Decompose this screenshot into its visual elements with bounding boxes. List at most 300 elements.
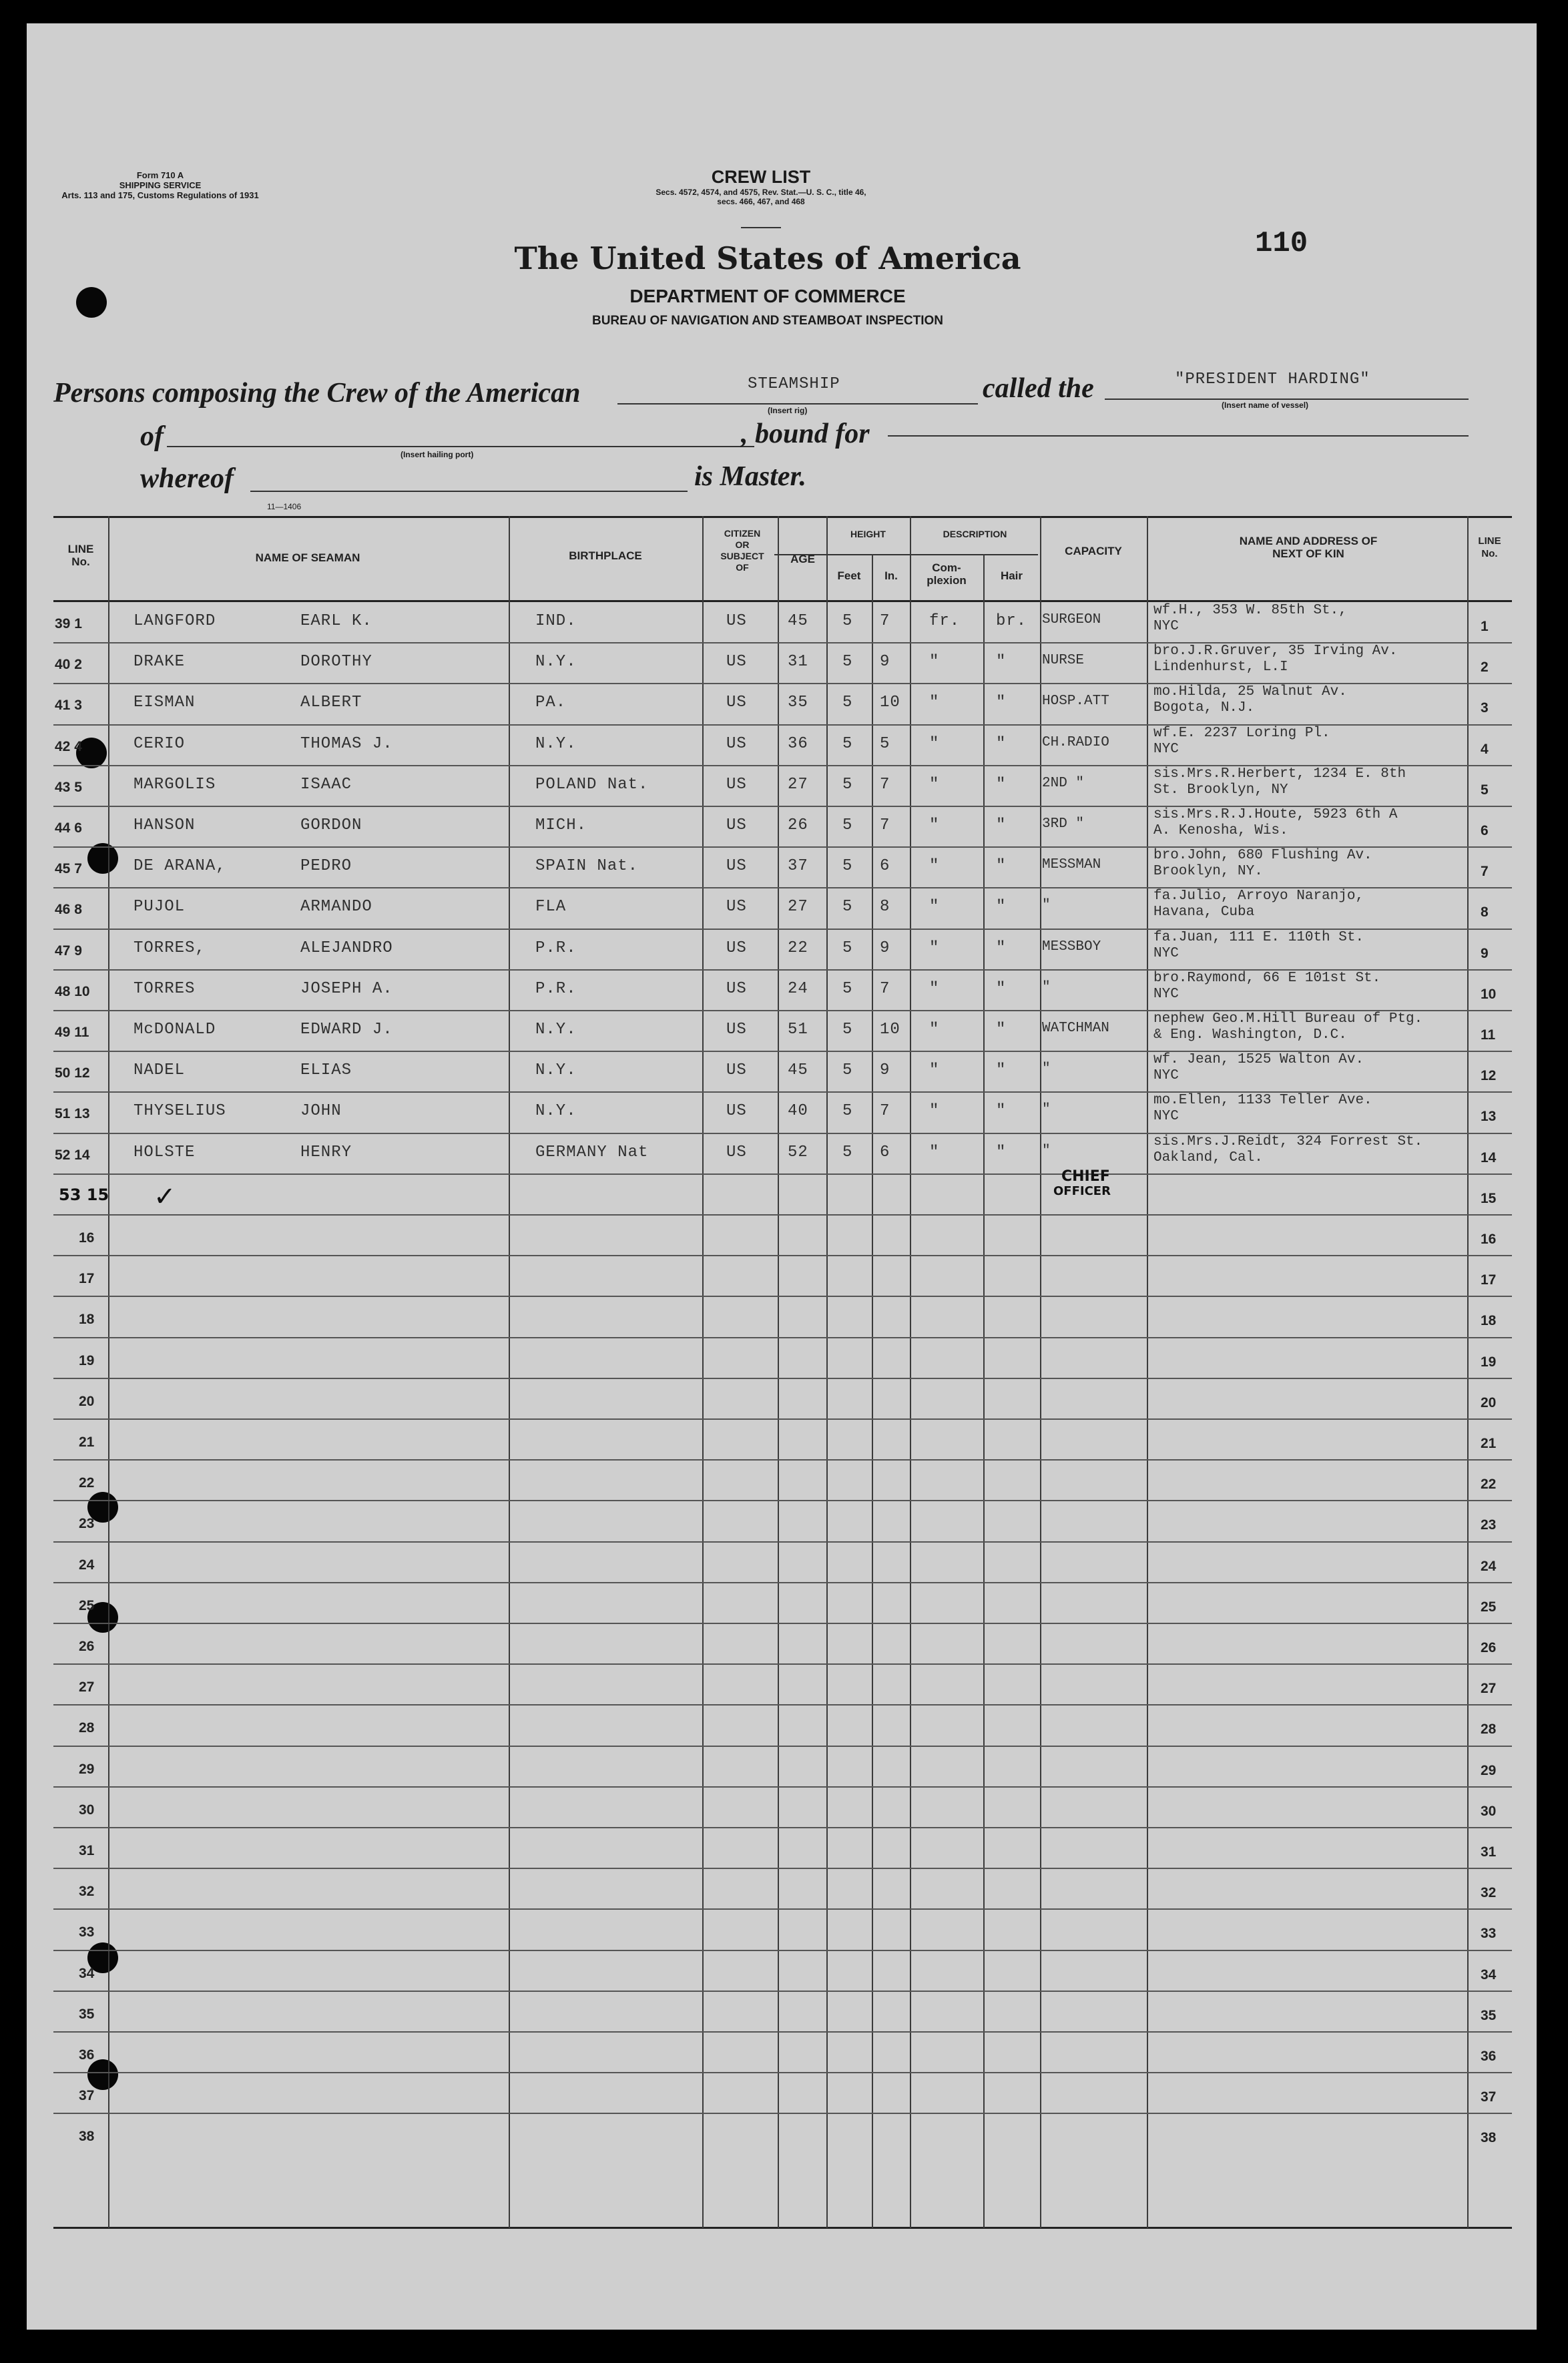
height-feet-cell: 5 bbox=[842, 939, 853, 957]
next-of-kin-line-2: NYC bbox=[1153, 1068, 1179, 1084]
line-number-right: 25 bbox=[1481, 1599, 1497, 1615]
height-inches-cell: 7 bbox=[880, 979, 890, 998]
citizen-cell: US bbox=[726, 653, 747, 672]
next-of-kin-line-1: sis.Mrs.J.Reidt, 324 Forrest St. bbox=[1153, 1133, 1423, 1149]
complexion-cell: " bbox=[929, 857, 940, 876]
form-code: 11—1406 bbox=[267, 502, 302, 511]
row-rule bbox=[53, 2113, 1512, 2114]
complexion-cell: " bbox=[929, 653, 940, 672]
line-number-right: 12 bbox=[1481, 1068, 1497, 1084]
complexion-cell: " bbox=[929, 775, 940, 794]
next-of-kin-line-1: bro.Raymond, 66 E 101st St. bbox=[1153, 970, 1381, 986]
capacity-cell: SURGEON bbox=[1042, 612, 1101, 627]
height-inches-cell: 7 bbox=[880, 775, 890, 794]
column-rule bbox=[509, 516, 510, 2228]
line-number-left: 43 5 bbox=[55, 779, 82, 795]
line-number-right: 8 bbox=[1481, 904, 1489, 921]
next-of-kin-line-2: NYC bbox=[1153, 945, 1179, 961]
seaman-surname: TORRES bbox=[134, 979, 196, 998]
citizen-cell: US bbox=[726, 1021, 747, 1039]
complexion-cell: " bbox=[929, 694, 940, 712]
col-hair: Hair bbox=[1000, 569, 1023, 582]
complexion-cell: " bbox=[929, 898, 940, 916]
table-bottom-border bbox=[53, 2227, 1512, 2229]
line-number-left: 46 8 bbox=[55, 902, 82, 918]
seaman-surname: DRAKE bbox=[134, 653, 186, 672]
capacity-cell: " bbox=[1042, 1102, 1051, 1118]
citizen-cell: US bbox=[726, 612, 747, 630]
height-feet-cell: 5 bbox=[842, 1102, 853, 1121]
line-number-right: 23 bbox=[1481, 1517, 1497, 1533]
seaman-given-name: PEDRO bbox=[300, 857, 352, 876]
line-number-left: 29 bbox=[79, 1761, 95, 1777]
hair-cell: br. bbox=[996, 612, 1027, 630]
destination-line bbox=[888, 435, 1469, 437]
line-number-right: 9 bbox=[1481, 945, 1489, 961]
line-number-right: 37 bbox=[1481, 2089, 1497, 2105]
line-number-left: 47 9 bbox=[55, 943, 82, 959]
seaman-given-name: GORDON bbox=[300, 816, 362, 834]
line-number-right: 5 bbox=[1481, 782, 1489, 798]
hair-cell: " bbox=[996, 1061, 1007, 1080]
hair-cell: " bbox=[996, 694, 1007, 712]
line-number-left: 45 7 bbox=[55, 861, 82, 877]
complexion-cell: " bbox=[929, 734, 940, 753]
complexion-cell: " bbox=[929, 1102, 940, 1121]
line-number-left: 39 1 bbox=[55, 616, 82, 631]
line-number-right: 4 bbox=[1481, 741, 1489, 757]
vessel-hint: (Insert name of vessel) bbox=[1222, 401, 1309, 410]
line-number-left: 33 bbox=[79, 1924, 95, 1940]
row-rule bbox=[53, 1991, 1512, 1992]
line-number-left: 25 bbox=[79, 1597, 95, 1613]
row-rule bbox=[53, 1418, 1512, 1420]
next-of-kin-line-1: fa.Julio, Arroyo Naranjo, bbox=[1153, 888, 1364, 904]
col-next-of-kin: NAME AND ADDRESS OF NEXT OF KIN bbox=[1239, 535, 1378, 560]
seaman-given-name: JOSEPH A. bbox=[300, 979, 393, 998]
age-cell: 27 bbox=[788, 775, 808, 794]
capacity-cell: " bbox=[1042, 979, 1051, 995]
birthplace-cell: P.R. bbox=[535, 939, 577, 957]
seaman-surname: CERIO bbox=[134, 734, 186, 753]
capacity-cell: MESSBOY bbox=[1042, 939, 1101, 955]
capacity-cell: " bbox=[1042, 1061, 1051, 1077]
line-number-left: 51 13 bbox=[55, 1106, 90, 1122]
line-number-left: 16 bbox=[79, 1230, 95, 1246]
department-title: DEPARTMENT OF COMMERCE bbox=[629, 286, 906, 306]
hair-cell: " bbox=[996, 653, 1007, 672]
line-number-left: 35 bbox=[79, 2006, 95, 2022]
age-cell: 45 bbox=[788, 612, 808, 630]
line-number-right: 14 bbox=[1481, 1149, 1497, 1165]
row-rule bbox=[53, 1296, 1512, 1297]
hair-cell: " bbox=[996, 857, 1007, 876]
line-number-right: 19 bbox=[1481, 1354, 1497, 1370]
age-cell: 26 bbox=[788, 816, 808, 834]
bound-for-label: , bound for bbox=[741, 419, 870, 449]
complexion-cell: " bbox=[929, 939, 940, 957]
capacity-handwritten-2: OFFICER bbox=[1053, 1184, 1111, 1198]
column-rule bbox=[826, 516, 828, 2228]
height-inches-cell: 8 bbox=[880, 898, 890, 916]
line-number-right: 3 bbox=[1481, 700, 1489, 716]
line-number-left: 30 bbox=[79, 1802, 95, 1818]
capacity-cell: HOSP.ATT bbox=[1042, 694, 1109, 710]
citizen-cell: US bbox=[726, 734, 747, 753]
seaman-surname: THYSELIUS bbox=[134, 1102, 226, 1121]
line-number-left: 38 bbox=[79, 2129, 95, 2145]
height-feet-cell: 5 bbox=[842, 734, 853, 753]
vessel-line bbox=[1105, 399, 1469, 400]
age-cell: 52 bbox=[788, 1143, 808, 1161]
next-of-kin-line-2: St. Brooklyn, NY bbox=[1153, 782, 1288, 798]
table-top-border bbox=[53, 516, 1512, 518]
birthplace-cell: SPAIN Nat. bbox=[535, 857, 639, 876]
page-number: 110 bbox=[1255, 227, 1308, 260]
row-rule bbox=[53, 2031, 1512, 2033]
height-feet-cell: 5 bbox=[842, 653, 853, 672]
line-number-right: 18 bbox=[1481, 1313, 1497, 1329]
citizen-cell: US bbox=[726, 979, 747, 998]
line-number-right: 7 bbox=[1481, 864, 1489, 880]
col-complexion: Com- plexion bbox=[927, 561, 967, 587]
line-number-right: 15 bbox=[1481, 1190, 1497, 1206]
master-line bbox=[250, 491, 688, 492]
height-feet-cell: 5 bbox=[842, 612, 853, 630]
line-number-right: 33 bbox=[1481, 1926, 1497, 1942]
col-birthplace: BIRTHPLACE bbox=[569, 549, 642, 562]
line-number-right: 20 bbox=[1481, 1394, 1497, 1410]
line-number-right: 32 bbox=[1481, 1885, 1497, 1901]
height-inches-cell: 5 bbox=[880, 734, 890, 753]
line-number-right: 22 bbox=[1481, 1477, 1497, 1493]
line-number-left: 21 bbox=[79, 1434, 95, 1450]
line-number-right: 11 bbox=[1481, 1027, 1496, 1043]
birthplace-cell: N.Y. bbox=[535, 1061, 577, 1080]
age-cell: 45 bbox=[788, 1061, 808, 1080]
birthplace-cell: N.Y. bbox=[535, 734, 577, 753]
birthplace-cell: N.Y. bbox=[535, 1102, 577, 1121]
line-number-left: 23 bbox=[79, 1516, 95, 1532]
whereof-label: whereof bbox=[140, 463, 234, 494]
next-of-kin-line-2: Brooklyn, NY. bbox=[1153, 864, 1263, 880]
line-number-left: 31 bbox=[79, 1843, 95, 1858]
height-inches-cell: 9 bbox=[880, 939, 890, 957]
citizen-cell: US bbox=[726, 775, 747, 794]
age-cell: 40 bbox=[788, 1102, 808, 1121]
complexion-cell: " bbox=[929, 1143, 940, 1161]
height-inches-cell: 7 bbox=[880, 816, 890, 834]
line-number-left: 50 12 bbox=[55, 1065, 90, 1081]
line-number-left: 22 bbox=[79, 1475, 95, 1491]
hair-cell: " bbox=[996, 898, 1007, 916]
next-of-kin-line-2: Bogota, N.J. bbox=[1153, 700, 1255, 716]
seaman-surname: LANGFORD bbox=[134, 612, 216, 630]
height-feet-cell: 5 bbox=[842, 775, 853, 794]
line-number-right: 29 bbox=[1481, 1762, 1497, 1778]
height-inches-cell: 10 bbox=[880, 694, 900, 712]
citizen-cell: US bbox=[726, 1102, 747, 1121]
row-rule bbox=[53, 1663, 1512, 1665]
row-rule bbox=[53, 1459, 1512, 1461]
seaman-given-name: ARMANDO bbox=[300, 898, 372, 916]
seaman-surname: HOLSTE bbox=[134, 1143, 196, 1161]
age-cell: 27 bbox=[788, 898, 808, 916]
col-age: AGE bbox=[790, 553, 815, 565]
line-number-right: 30 bbox=[1481, 1803, 1497, 1819]
rig-value[interactable]: STEAMSHIP bbox=[748, 375, 840, 393]
birthplace-cell: N.Y. bbox=[535, 653, 577, 672]
hair-cell: " bbox=[996, 1102, 1007, 1121]
age-cell: 35 bbox=[788, 694, 808, 712]
height-inches-cell: 6 bbox=[880, 857, 890, 876]
line-number-right: 38 bbox=[1481, 2130, 1497, 2146]
line-number-left: 19 bbox=[79, 1352, 95, 1368]
row-rule bbox=[53, 1827, 1512, 1828]
line-number-left: 27 bbox=[79, 1679, 95, 1695]
line-number-right: 24 bbox=[1481, 1558, 1497, 1574]
line-number-right: 34 bbox=[1481, 1966, 1497, 1983]
line-number-left: 53 15 bbox=[59, 1185, 109, 1204]
birthplace-cell: N.Y. bbox=[535, 1021, 577, 1039]
line-number-left: 32 bbox=[79, 1884, 95, 1900]
capacity-cell: NURSE bbox=[1042, 653, 1085, 669]
next-of-kin-line-2: Lindenhurst, L.I bbox=[1153, 660, 1288, 676]
next-of-kin-line-1: mo.Ellen, 1133 Teller Ave. bbox=[1153, 1093, 1372, 1109]
col-height: HEIGHT bbox=[850, 529, 886, 539]
row-rule bbox=[53, 1255, 1512, 1256]
hair-cell: " bbox=[996, 979, 1007, 998]
country-title: The United States of America bbox=[514, 240, 1021, 276]
height-inches-cell: 7 bbox=[880, 612, 890, 630]
col-name: NAME OF SEAMAN bbox=[255, 551, 360, 564]
citizen-cell: US bbox=[726, 694, 747, 712]
checkmark: ✓ bbox=[154, 1181, 176, 1212]
citizen-cell: US bbox=[726, 1061, 747, 1080]
next-of-kin-line-2: NYC bbox=[1153, 741, 1179, 757]
height-feet-cell: 5 bbox=[842, 1061, 853, 1080]
row-rule bbox=[53, 1214, 1512, 1216]
header-bottom-border bbox=[53, 600, 1512, 602]
seaman-given-name: ELIAS bbox=[300, 1061, 352, 1080]
line-number-left: 41 3 bbox=[55, 698, 82, 714]
height-feet-cell: 5 bbox=[842, 898, 853, 916]
col-inches: In. bbox=[884, 569, 898, 582]
hair-cell: " bbox=[996, 775, 1007, 794]
next-of-kin-line-2: Havana, Cuba bbox=[1153, 904, 1255, 921]
seaman-given-name: ISAAC bbox=[300, 775, 352, 794]
seaman-given-name: THOMAS J. bbox=[300, 734, 393, 753]
citizen-cell: US bbox=[726, 816, 747, 834]
birthplace-cell: MICH. bbox=[535, 816, 587, 834]
line-number-right: 2 bbox=[1481, 660, 1489, 676]
birthplace-cell: IND. bbox=[535, 612, 577, 630]
complexion-cell: " bbox=[929, 1021, 940, 1039]
height-inches-cell: 7 bbox=[880, 1102, 890, 1121]
col-feet: Feet bbox=[837, 569, 861, 582]
line-number-right: 35 bbox=[1481, 2007, 1497, 2023]
column-rule bbox=[108, 516, 109, 2228]
line-number-left: 18 bbox=[79, 1312, 95, 1328]
next-of-kin-line-1: sis.Mrs.R.Herbert, 1234 E. 8th bbox=[1153, 766, 1406, 782]
column-rule bbox=[1467, 516, 1469, 2228]
capacity-cell: MESSMAN bbox=[1042, 857, 1101, 873]
capacity-handwritten-1: CHIEF bbox=[1061, 1167, 1110, 1185]
citizen-cell: US bbox=[726, 939, 747, 957]
line-number-right: 13 bbox=[1481, 1109, 1497, 1125]
line-number-left: 49 11 bbox=[55, 1025, 89, 1040]
line-number-right: 31 bbox=[1481, 1844, 1497, 1860]
column-rule bbox=[1147, 516, 1148, 2228]
next-of-kin-line-1: bro.John, 680 Flushing Av. bbox=[1153, 848, 1372, 864]
row-rule bbox=[53, 1500, 1512, 1501]
seaman-surname: MARGOLIS bbox=[134, 775, 216, 794]
row-rule bbox=[53, 1582, 1512, 1583]
capacity-cell: CH.RADIO bbox=[1042, 734, 1109, 750]
height-inches-cell: 6 bbox=[880, 1143, 890, 1161]
punch-hole bbox=[76, 287, 107, 318]
line-number-right: 16 bbox=[1481, 1232, 1497, 1247]
line-number-left: 37 bbox=[79, 2088, 95, 2104]
row-rule bbox=[53, 2072, 1512, 2073]
citizen-cell: US bbox=[726, 1143, 747, 1161]
line-number-right: 6 bbox=[1481, 823, 1489, 838]
seaman-given-name: EDWARD J. bbox=[300, 1021, 393, 1039]
form-identifier: Form 710 A SHIPPING SERVICE Arts. 113 and 175, Customs Regulations of 1931 bbox=[61, 170, 259, 200]
col-citizen: CITIZEN OR SUBJECT OF bbox=[720, 528, 764, 573]
row-rule bbox=[53, 1950, 1512, 1951]
row-rule bbox=[53, 1704, 1512, 1705]
next-of-kin-line-1: wf.H., 353 W. 85th St., bbox=[1153, 603, 1347, 618]
capacity-cell: WATCHMAN bbox=[1042, 1021, 1109, 1036]
col-description: DESCRIPTION bbox=[943, 529, 1007, 539]
col-line-no: LINE No. bbox=[67, 543, 94, 568]
seaman-given-name: ALEJANDRO bbox=[300, 939, 393, 957]
crew-statement-label: Persons composing the Crew of the American bbox=[53, 378, 581, 409]
seaman-given-name: JOHN bbox=[300, 1102, 342, 1121]
called-the-label: called the bbox=[983, 373, 1094, 404]
next-of-kin-line-2: A. Kenosha, Wis. bbox=[1153, 823, 1288, 838]
height-feet-cell: 5 bbox=[842, 816, 853, 834]
row-rule bbox=[53, 1868, 1512, 1869]
height-feet-cell: 5 bbox=[842, 1021, 853, 1039]
next-of-kin-line-1: mo.Hilda, 25 Walnut Av. bbox=[1153, 684, 1347, 700]
capacity-cell: 2ND " bbox=[1042, 775, 1085, 791]
line-number-right: 36 bbox=[1481, 2049, 1497, 2064]
next-of-kin-line-1: fa.Juan, 111 E. 110th St. bbox=[1153, 929, 1364, 945]
divider bbox=[741, 227, 781, 228]
hair-cell: " bbox=[996, 734, 1007, 753]
is-master-label: is Master. bbox=[694, 461, 807, 492]
port-line bbox=[167, 446, 754, 447]
line-number-left: 28 bbox=[79, 1720, 95, 1736]
seaman-given-name: DOROTHY bbox=[300, 653, 372, 672]
next-of-kin-line-1: nephew Geo.M.Hill Bureau of Ptg. bbox=[1153, 1011, 1423, 1027]
hair-cell: " bbox=[996, 816, 1007, 834]
height-inches-cell: 10 bbox=[880, 1021, 900, 1039]
next-of-kin-line-2: NYC bbox=[1153, 1109, 1179, 1125]
birthplace-cell: PA. bbox=[535, 694, 567, 712]
complexion-cell: " bbox=[929, 1061, 940, 1080]
line-number-right: 1 bbox=[1481, 619, 1489, 634]
height-inches-cell: 9 bbox=[880, 653, 890, 672]
seaman-surname: EISMAN bbox=[134, 694, 196, 712]
seaman-given-name: HENRY bbox=[300, 1143, 352, 1161]
birthplace-cell: GERMANY Nat bbox=[535, 1143, 649, 1161]
seaman-surname: TORRES, bbox=[134, 939, 206, 957]
line-number-left: 36 bbox=[79, 2047, 95, 2063]
age-cell: 37 bbox=[788, 857, 808, 876]
col-capacity: CAPACITY bbox=[1065, 545, 1122, 557]
column-rule bbox=[778, 516, 779, 2228]
line-number-left: 26 bbox=[79, 1639, 95, 1654]
line-number-left: 24 bbox=[79, 1557, 95, 1573]
age-cell: 31 bbox=[788, 653, 808, 672]
next-of-kin-line-2: NYC bbox=[1153, 986, 1179, 1002]
birthplace-cell: P.R. bbox=[535, 979, 577, 998]
birthplace-cell: FLA bbox=[535, 898, 567, 916]
age-cell: 24 bbox=[788, 979, 808, 998]
citizen-cell: US bbox=[726, 898, 747, 916]
row-rule bbox=[53, 1173, 1512, 1175]
line-number-right: 26 bbox=[1481, 1640, 1497, 1655]
row-rule bbox=[53, 1623, 1512, 1624]
line-number-right: 10 bbox=[1481, 986, 1497, 1002]
crew-table bbox=[53, 516, 1512, 2228]
seaman-surname: McDONALD bbox=[134, 1021, 216, 1039]
line-number-left: 40 2 bbox=[55, 657, 82, 673]
complexion-cell: " bbox=[929, 979, 940, 998]
statute-citation: Secs. 4572, 4574, and 4575, Rev. Stat.—U. S. C., title 46, secs. 466, 467, and 468 bbox=[656, 188, 866, 206]
line-number-left: 52 14 bbox=[55, 1147, 90, 1163]
age-cell: 22 bbox=[788, 939, 808, 957]
next-of-kin-line-1: sis.Mrs.R.J.Houte, 5923 6th A bbox=[1153, 807, 1398, 822]
line-number-left: 44 6 bbox=[55, 820, 82, 836]
line-number-right: 28 bbox=[1481, 1722, 1497, 1738]
seaman-given-name: ALBERT bbox=[300, 694, 362, 712]
hair-cell: " bbox=[996, 939, 1007, 957]
next-of-kin-line-1: wf. Jean, 1525 Walton Av. bbox=[1153, 1052, 1364, 1068]
capacity-cell: " bbox=[1042, 898, 1051, 914]
row-rule bbox=[53, 1786, 1512, 1788]
col-line-no-right: LINE No. bbox=[1478, 535, 1501, 559]
bureau-title: BUREAU OF NAVIGATION AND STEAMBOAT INSPECTION bbox=[591, 314, 944, 328]
column-rule bbox=[1040, 516, 1041, 2228]
age-cell: 51 bbox=[788, 1021, 808, 1039]
line-number-left: 34 bbox=[79, 1965, 95, 1981]
seaman-given-name: EARL K. bbox=[300, 612, 372, 630]
rig-line bbox=[617, 403, 978, 405]
row-rule bbox=[53, 1541, 1512, 1543]
vessel-value[interactable]: "PRESIDENT HARDING" bbox=[1175, 370, 1370, 388]
complexion-cell: fr. bbox=[929, 612, 961, 630]
line-number-left: 17 bbox=[79, 1271, 95, 1287]
row-rule bbox=[53, 1746, 1512, 1747]
age-cell: 36 bbox=[788, 734, 808, 753]
line-number-left: 48 10 bbox=[55, 983, 90, 999]
column-rule bbox=[702, 516, 704, 2228]
row-rule bbox=[53, 1908, 1512, 1910]
seaman-surname: DE ARANA, bbox=[134, 857, 226, 876]
line-number-left: 20 bbox=[79, 1393, 95, 1409]
next-of-kin-line-2: & Eng. Washington, D.C. bbox=[1153, 1027, 1347, 1043]
next-of-kin-line-2: NYC bbox=[1153, 619, 1179, 634]
hair-cell: " bbox=[996, 1021, 1007, 1039]
row-rule bbox=[53, 1337, 1512, 1338]
hair-cell: " bbox=[996, 1143, 1007, 1161]
capacity-cell: 3RD " bbox=[1042, 816, 1085, 832]
seaman-surname: PUJOL bbox=[134, 898, 186, 916]
